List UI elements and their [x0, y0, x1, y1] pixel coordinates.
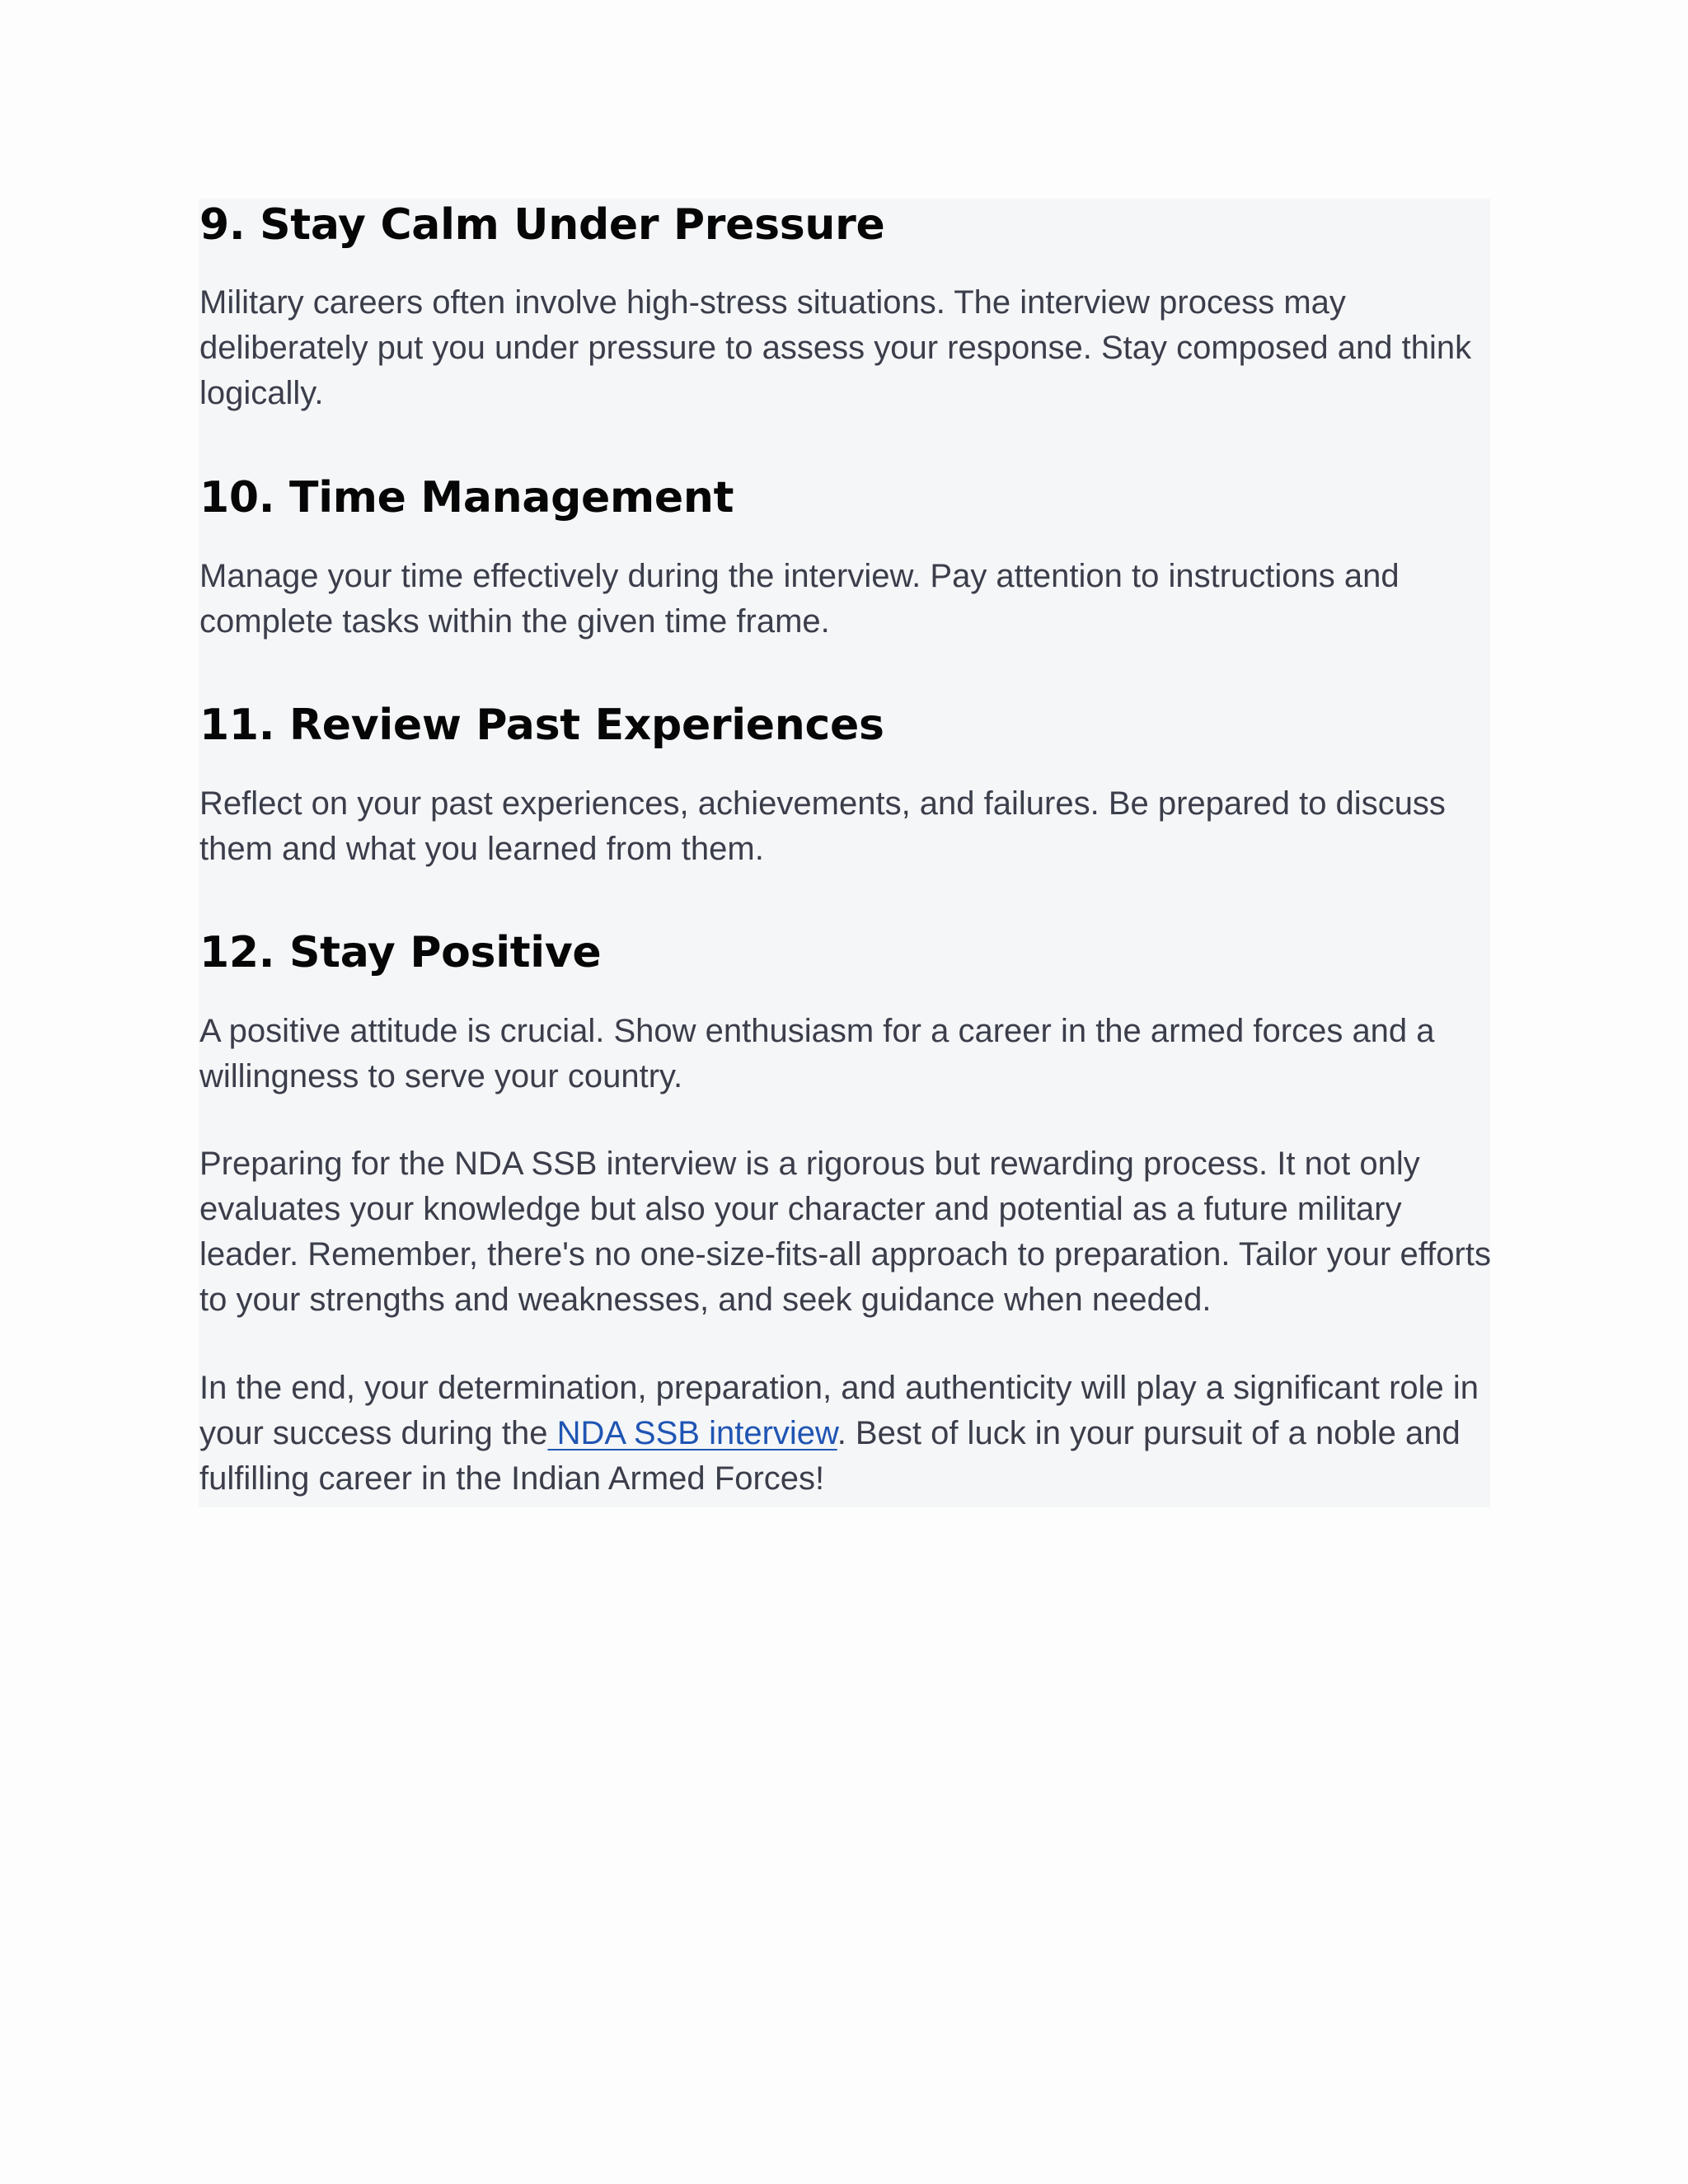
section-heading-stay-calm: 9. Stay Calm Under Pressure [199, 200, 885, 250]
section-paragraph-stay-positive [199, 1009, 1493, 1099]
section-paragraph-stay-calm [199, 280, 1493, 416]
paragraph-line: Reflect on your past experiences, achievements, and failures. Be prepared to discuss [199, 785, 1446, 822]
closing-paragraph [199, 1366, 1493, 1502]
section-paragraph-time-management [199, 554, 1493, 644]
paragraph-line: In the end, your determination, preparation, and authenticity will play a significant role in [199, 1370, 1479, 1406]
section-heading-review-past-experiences: 11. Review Past Experiences [199, 701, 884, 750]
section-heading-stay-positive: 12. Stay Positive [199, 928, 602, 977]
closing-text-before-link: your success during the [199, 1415, 548, 1451]
paragraph-line: deliberately put you under pressure to assess your response. Stay composed and think [199, 330, 1472, 366]
paragraph-line: willingness to serve your country. [199, 1058, 683, 1094]
paragraph-line: fulfilling career in the Indian Armed Forces! [199, 1460, 825, 1497]
section-heading-time-management: 10. Time Management [199, 473, 734, 523]
paragraph-line: Military careers often involve high-stress situations. The interview process may [199, 284, 1346, 321]
paragraph-line: them and what you learned from them. [199, 831, 764, 867]
nda-ssb-interview-link[interactable]: NDA SSB interview [547, 1415, 837, 1451]
closing-text-after-link: . Best of luck in your pursuit of a noble and [837, 1415, 1461, 1451]
paragraph-line: leader. Remember, there's no one-size-fits-all approach to preparation. Tailor your efforts [199, 1236, 1491, 1272]
paragraph-line: evaluates your knowledge but also your character and potential as a future military [199, 1191, 1402, 1227]
paragraph-line: Preparing for the NDA SSB interview is a rigorous but rewarding process. It not only [199, 1146, 1420, 1182]
paragraph-line-with-link [199, 1411, 1493, 1456]
paragraph-line: Manage your time effectively during the interview. Pay attention to instructions and [199, 558, 1400, 594]
paragraph-line: logically. [199, 375, 324, 411]
paragraph-line: A positive attitude is crucial. Show enthusiasm for a career in the armed forces and a [199, 1013, 1435, 1049]
section-paragraph-review-past-experiences [199, 781, 1493, 872]
paragraph-line: complete tasks within the given time frame. [199, 603, 830, 640]
conclusion-paragraph [199, 1141, 1493, 1323]
paragraph-line: to your strengths and weaknesses, and seek guidance when needed. [199, 1282, 1212, 1318]
